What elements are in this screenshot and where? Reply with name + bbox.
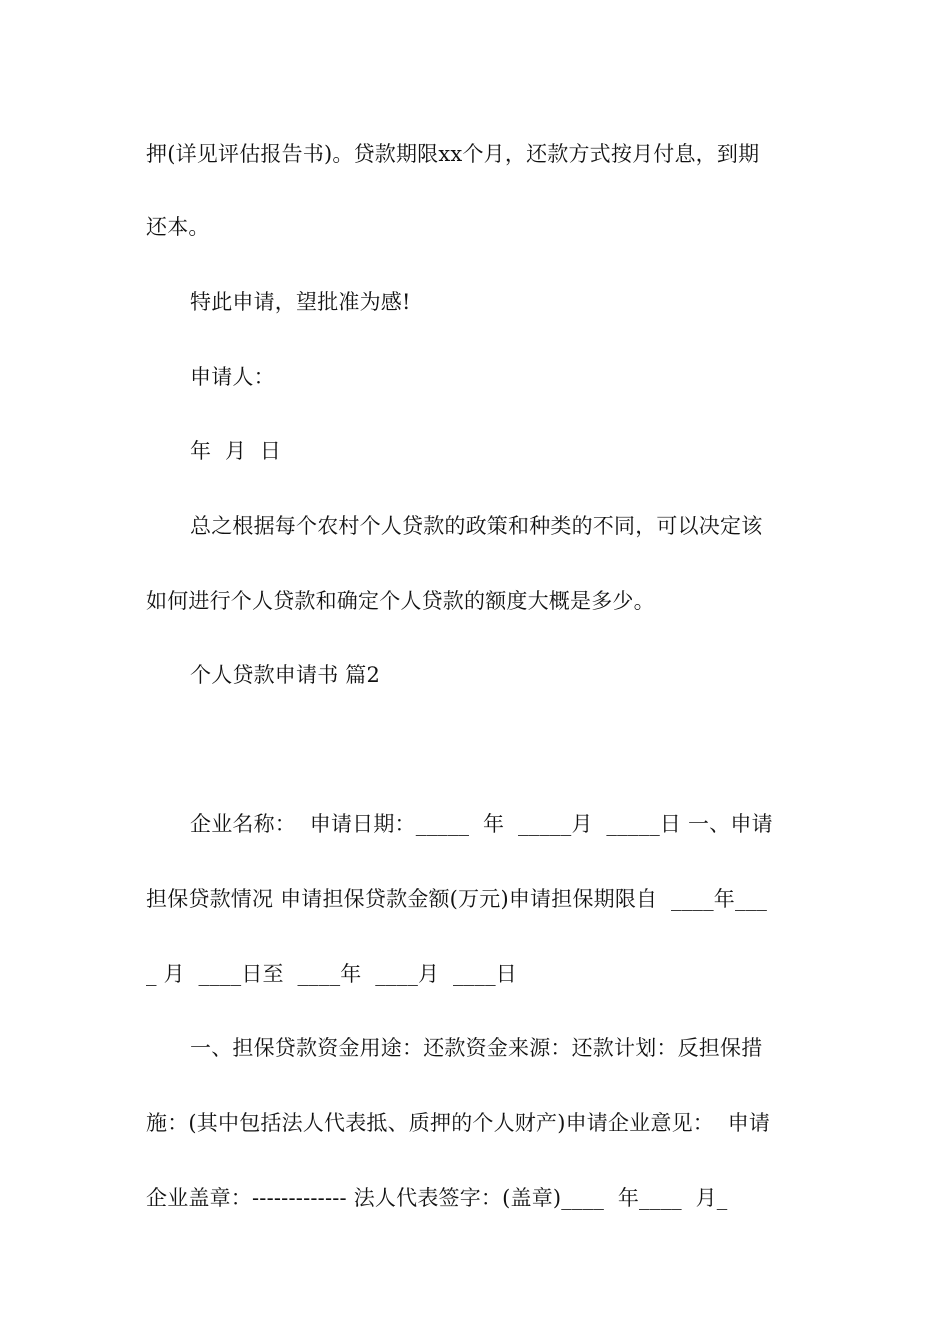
paragraph-line: 押(详见评估报告书)。贷款期限xx个月，还款方式按月付息，到期 [146,142,760,166]
date-line: 年 月 日 [190,439,282,463]
section-heading: 个人贷款申请书 篇2 [190,663,381,687]
paragraph-line: 一、担保贷款资金用途：还款资金来源：还款计划：反担保措 [190,1036,763,1060]
paragraph-line: 企业名称： 申请日期：_____ 年 _____月 _____日 一、申请 [190,812,773,836]
paragraph-line: 特此申请，望批准为感! [190,290,411,314]
paragraph-line: 如何进行个人贷款和确定个人贷款的额度大概是多少。 [146,589,655,613]
paragraph-line: 担保贷款情况 申请担保贷款金额(万元)申请担保期限自 ____年___ [146,887,768,911]
paragraph-line: 总之根据每个农村个人贷款的政策和种类的不同，可以决定该 [190,514,763,538]
paragraph-line: 企业盖章：------------- 法人代表签字：(盖章)____ 年____ 月_ [146,1186,728,1210]
applicant-label: 申请人： [190,365,275,389]
paragraph-line: _ 月 ____日至 ____年 ____月 ____日 [146,962,517,986]
paragraph-line: 还本。 [146,215,210,239]
paragraph-line: 施：(其中包括法人代表抵、质押的个人财产)申请企业意见： 申请 [146,1111,771,1135]
